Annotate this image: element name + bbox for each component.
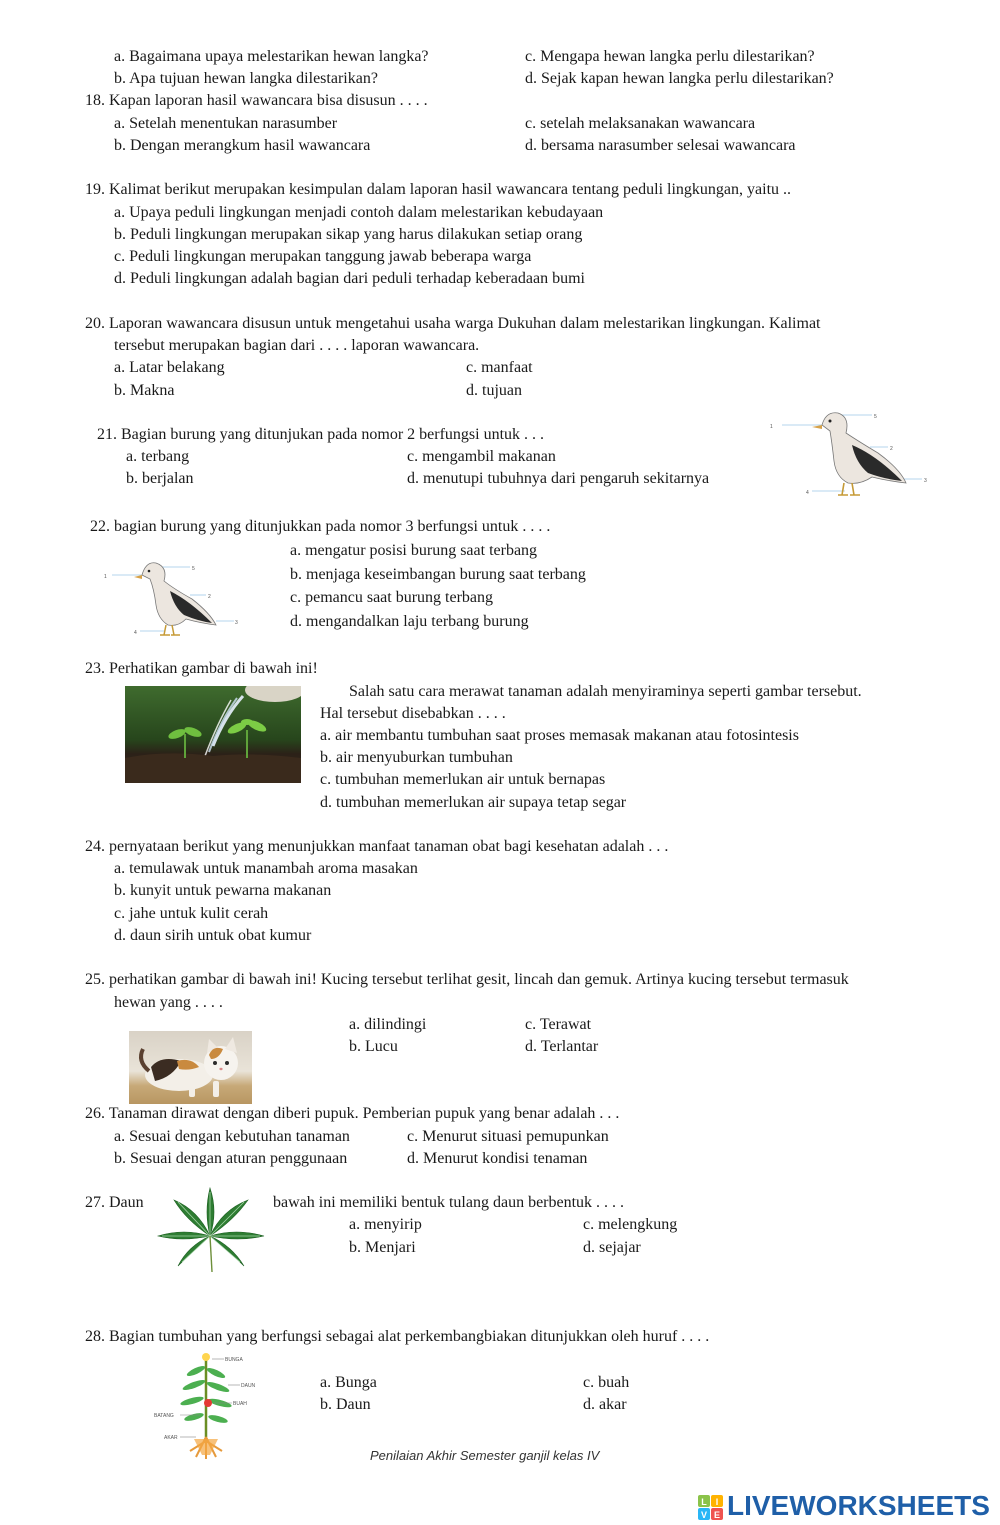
bird-label-5: 5: [874, 414, 877, 420]
q25-question-line1: 25. perhatikan gambar di bawah ini! Kucing tersebut terlihat gesit, lincah dan gemuk. Artinya kucing tersebut termasuk: [85, 971, 849, 988]
q21-question: 21. Bagian burung yang ditunjukan pada nomor 2 berfungsi untuk . . .: [97, 426, 545, 443]
q25-option-b[interactable]: b. Lucu: [349, 1038, 398, 1055]
plant-label-akar: AKAR: [164, 1435, 178, 1441]
q26-question: 26. Tanaman dirawat dengan diberi pupuk. Pemberian pupuk yang benar adalah . . .: [85, 1105, 620, 1122]
plant-label-buah: BUAH: [233, 1401, 247, 1407]
q18-option-c[interactable]: c. setelah melaksanakan wawancara: [525, 115, 756, 132]
logo-letter-e: E: [713, 1510, 721, 1520]
q25-question-line2: hewan yang . . . .: [114, 994, 223, 1011]
q28-option-a[interactable]: a. Bunga: [320, 1374, 377, 1391]
q23-option-c[interactable]: c. tumbuhan memerlukan air untuk bernapas: [320, 771, 606, 788]
bird-label-3: 3: [924, 478, 927, 484]
q23-stem-line2: Hal tersebut disebabkan . . . .: [320, 705, 506, 722]
q20-question-line2: tersebut merupakan bagian dari . . . . laporan wawancara.: [114, 337, 480, 354]
q22-option-a[interactable]: a. mengatur posisi burung saat terbang: [290, 542, 538, 559]
plant-parts-diagram: [150, 1351, 265, 1461]
palmate-leaf-image: [152, 1186, 268, 1272]
bird-label-2: 2: [890, 446, 893, 452]
q19-option-d[interactable]: d. Peduli lingkungan adalah bagian dari peduli terhadap keberadaan bumi: [114, 270, 585, 287]
watering-plant-photo: [125, 686, 301, 783]
logo-letter-v: V: [700, 1510, 708, 1520]
q28-option-c[interactable]: c. buah: [583, 1374, 630, 1391]
bird2-label-5: 5: [192, 566, 195, 572]
q20-option-c[interactable]: c. manfaat: [466, 359, 533, 376]
q26-option-b[interactable]: b. Sesuai dengan aturan penggunaan: [114, 1150, 348, 1167]
bird-diagram-q21: [760, 403, 935, 503]
q18-option-b[interactable]: b. Dengan merangkum hasil wawancara: [114, 137, 371, 154]
q27-option-b[interactable]: b. Menjari: [349, 1239, 416, 1256]
q23-option-b[interactable]: b. air menyuburkan tumbuhan: [320, 749, 513, 766]
q17-option-c[interactable]: c. Mengapa hewan langka perlu dilestarikan?: [525, 48, 815, 65]
q27-question-start: 27. Daun: [85, 1194, 144, 1211]
liveworksheets-logo: [697, 1490, 997, 1522]
q21-option-d[interactable]: d. menutupi tubuhnya dari pengaruh sekitarnya: [407, 470, 710, 487]
q19-option-c[interactable]: c. Peduli lingkungan merupakan tanggung jawab beberapa warga: [114, 248, 532, 265]
bird-diagram-q22: [98, 555, 243, 643]
q20-option-d[interactable]: d. tujuan: [466, 382, 522, 399]
bird2-label-2: 2: [208, 594, 211, 600]
q24-option-d[interactable]: d. daun sirih untuk obat kumur: [114, 927, 312, 944]
q27-option-a[interactable]: a. menyirip: [349, 1216, 422, 1233]
q24-option-a[interactable]: a. temulawak untuk manambah aroma masakan: [114, 860, 418, 877]
logo-letter-l: L: [701, 1497, 707, 1507]
q18-option-a[interactable]: a. Setelah menentukan narasumber: [114, 115, 338, 132]
q27-option-c[interactable]: c. melengkung: [583, 1216, 678, 1233]
q21-option-c[interactable]: c. mengambil makanan: [407, 448, 556, 465]
q26-option-c[interactable]: c. Menurut situasi pemupunkan: [407, 1128, 609, 1145]
q26-option-a[interactable]: a. Sesuai dengan kebutuhan tanaman: [114, 1128, 350, 1145]
q24-option-b[interactable]: b. kunyit untuk pewarna makanan: [114, 882, 332, 899]
q21-option-b[interactable]: b. berjalan: [126, 470, 194, 487]
cat-photo: [129, 1031, 252, 1104]
q23-stem-line1: Salah satu cara merawat tanaman adalah menyiraminya seperti gambar tersebut.: [349, 683, 862, 700]
q22-option-b[interactable]: b. menjaga keseimbangan burung saat terbang: [290, 566, 586, 583]
q28-question: 28. Bagian tumbuhan yang berfungsi sebagai alat perkembangbiakan ditunjukkan oleh huruf . . . .: [85, 1328, 710, 1345]
q17-option-b[interactable]: b. Apa tujuan hewan langka dilestarikan?: [114, 70, 378, 87]
q20-option-b[interactable]: b. Makna: [114, 382, 175, 399]
bird2-label-1: 1: [104, 574, 107, 580]
q25-option-a[interactable]: a. dilindingi: [349, 1016, 427, 1033]
q22-option-c[interactable]: c. pemancu saat burung terbang: [290, 589, 494, 606]
q19-option-b[interactable]: b. Peduli lingkungan merupakan sikap yang harus dilakukan setiap orang: [114, 226, 583, 243]
q24-option-c[interactable]: c. jahe untuk kulit cerah: [114, 905, 269, 922]
q28-option-d[interactable]: d. akar: [583, 1396, 627, 1413]
q20-question-line1: 20. Laporan wawancara disusun untuk mengetahui usaha warga Dukuhan dalam melestarikan lingkungan. Kalimat: [85, 315, 821, 332]
bird2-label-4: 4: [134, 630, 137, 636]
plant-label-daun: DAUN: [241, 1383, 256, 1389]
bird2-label-3: 3: [235, 620, 238, 626]
q19-question: 19. Kalimat berikut merupakan kesimpulan dalam laporan hasil wawancara tentang peduli lingkungan, yaitu ..: [85, 181, 792, 198]
q28-option-b[interactable]: b. Daun: [320, 1396, 371, 1413]
bird-label-4: 4: [806, 490, 809, 496]
q26-option-d[interactable]: d. Menurut kondisi tenaman: [407, 1150, 588, 1167]
q22-question: 22. bagian burung yang ditunjukkan pada nomor 3 berfungsi untuk . . . .: [90, 518, 551, 535]
plant-label-batang: BATANG: [154, 1413, 174, 1419]
q17-option-d[interactable]: d. Sejak kapan hewan langka perlu dilestarikan?: [525, 70, 834, 87]
q23-option-d[interactable]: d. tumbuhan memerlukan air supaya tetap segar: [320, 794, 627, 811]
q25-option-c[interactable]: c. Terawat: [525, 1016, 592, 1033]
q27-question-end: bawah ini memiliki bentuk tulang daun berbentuk . . . .: [273, 1194, 625, 1211]
q18-option-d[interactable]: d. bersama narasumber selesai wawancara: [525, 137, 796, 154]
q23-question: 23. Perhatikan gambar di bawah ini!: [85, 660, 318, 677]
plant-label-bunga: BUNGA: [225, 1357, 243, 1363]
page-footer: Penilaian Akhir Semester ganjil kelas IV: [370, 1448, 600, 1463]
liveworksheets-logo-icon: [697, 1492, 725, 1524]
logo-letter-i: I: [715, 1497, 719, 1507]
q17-option-a[interactable]: a. Bagaimana upaya melestarikan hewan langka?: [114, 48, 429, 65]
q20-option-a[interactable]: a. Latar belakang: [114, 359, 225, 376]
q21-option-a[interactable]: a. terbang: [126, 448, 190, 465]
q23-option-a[interactable]: a. air membantu tumbuhan saat proses memasak makanan atau fotosintesis: [320, 727, 799, 744]
q25-option-d[interactable]: d. Terlantar: [525, 1038, 599, 1055]
q19-option-a[interactable]: a. Upaya peduli lingkungan menjadi contoh dalam melestarikan kebudayaan: [114, 204, 604, 221]
q22-option-d[interactable]: d. mengandalkan laju terbang burung: [290, 613, 529, 630]
liveworksheets-wordmark: LIVEWORKSHEETS: [727, 1490, 990, 1521]
q27-option-d[interactable]: d. sejajar: [583, 1239, 641, 1256]
q18-question: 18. Kapan laporan hasil wawancara bisa disusun . . . .: [85, 92, 428, 109]
q24-question: 24. pernyataan berikut yang menunjukkan manfaat tanaman obat bagi kesehatan adalah . . .: [85, 838, 669, 855]
bird-label-1: 1: [770, 424, 773, 430]
